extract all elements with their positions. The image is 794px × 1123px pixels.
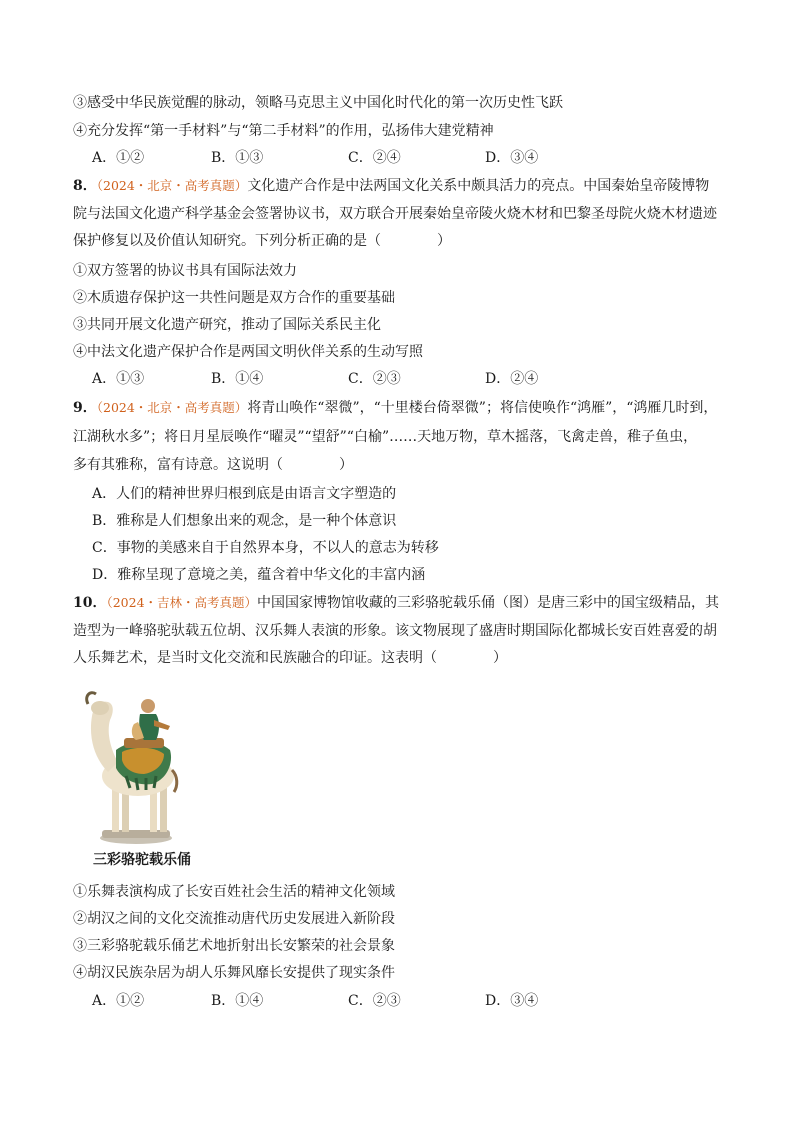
q9-choice-c[interactable]: C．事物的美感来自于自然界本身，不以人的意志为转移 [92,540,439,556]
q7-option-d[interactable]: D．③④ [485,150,539,166]
q10-statement-2: ②胡汉之间的文化交流推动唐代历史发展进入新阶段 [73,911,395,927]
question-number: 9． [73,400,97,416]
q10-stem-line-2: 造型为一峰骆驼驮载五位胡、汉乐舞人表演的形象。该文物展现了盛唐时期国际化都城长安百姓喜爱的胡 [73,623,717,639]
q8-option-c[interactable]: C．②③ [348,371,401,387]
q10-option-c[interactable]: C．②③ [348,993,401,1009]
q9-stem-line-3: 多有其雅称，富有诗意。这说明（ ） [73,457,353,473]
q8-statement-1: ①双方签署的协议书具有国际法效力 [73,263,297,279]
q10-option-d[interactable]: D．③④ [485,993,539,1009]
q9-choice-d[interactable]: D．雅称呈现了意境之美，蕴含着中华文化的丰富内涵 [92,567,426,583]
q9-choice-b[interactable]: B．雅称是人们想象出来的观念，是一种个体意识 [92,513,397,529]
question-source: （2024・北京・高考真题） [96,400,248,415]
q10-header [73,593,719,613]
q10-statement-3: ③三彩骆驼载乐俑艺术地折射出长安繁荣的社会景象 [73,938,395,954]
q10-stem-line-3: 人乐舞艺术，是当时文化交流和民族融合的印证。这表明（ ） [73,650,507,666]
q8-header [73,176,709,196]
q8-option-b[interactable]: B．①④ [211,371,264,387]
q10-option-b[interactable]: B．①④ [211,993,264,1009]
camel-figurine-image [78,680,186,850]
q7-option-a[interactable]: A．①② [92,150,145,166]
q7-option-c[interactable]: C．②④ [348,150,401,166]
q9-stem-line-1: 将青山唤作“翠微”，“十里楼台倚翠微”；将信使唤作“鸿雁”，“鸿雁几时到， [247,400,718,416]
q10-option-a[interactable]: A．①② [92,993,145,1009]
q8-stem-line-1: 文化遗产合作是中法两国文化关系中颇具活力的亮点。中国秦始皇帝陵博物 [247,178,710,194]
q9-header [73,398,717,418]
q8-statement-2: ②木质遗存保护这一共性问题是双方合作的重要基础 [73,290,395,306]
q8-statement-3: ③共同开展文化遗产研究，推动了国际关系民主化 [73,317,381,333]
q7-option-b[interactable]: B．①③ [211,150,264,166]
q10-statement-1: ①乐舞表演构成了长安百姓社会生活的精神文化领域 [73,884,395,900]
q10-stem-line-1: 中国国家博物馆收藏的三彩骆驼载乐俑（图）是唐三彩中的国宝级精品，其 [257,595,720,611]
q8-stem-line-2: 院与法国文化遗产科学基金会签署协议书，双方联合开展秦始皇帝陵火烧木材和巴黎圣母院火烧木材遗迹 [73,206,717,222]
q7-statement-3: ③感受中华民族觉醒的脉动，领略马克思主义中国化时代化的第一次历史性飞跃 [73,95,563,111]
q7-statement-4: ④充分发挥“第一手材料”与“第二手材料”的作用，弘扬伟大建党精神 [73,123,494,139]
q8-stem-line-3: 保护修复以及价值认知研究。下列分析正确的是（ ） [73,233,451,249]
q9-stem-line-2: 江湖秋水多”；将日月星辰唤作“曜灵”“望舒”“白榆”……天地万物，草木摇落，飞禽走兽，稚子鱼虫， [73,429,698,445]
question-number: 10． [73,595,107,611]
q9-choice-a[interactable]: A．人们的精神世界归根到底是由语言文字塑造的 [92,486,397,502]
question-source: （2024・北京・高考真题） [96,178,248,193]
q8-statement-4: ④中法文化遗产保护合作是两国文明伙伴关系的生动写照 [73,344,423,360]
q8-option-a[interactable]: A．①③ [92,371,145,387]
q8-option-d[interactable]: D．②④ [485,371,539,387]
figure-caption: 三彩骆驼载乐俑 [93,852,191,868]
question-number: 8． [73,178,97,194]
q10-statement-4: ④胡汉民族杂居为胡人乐舞风靡长安提供了现实条件 [73,965,395,981]
question-source: （2024・吉林・高考真题） [106,595,258,610]
